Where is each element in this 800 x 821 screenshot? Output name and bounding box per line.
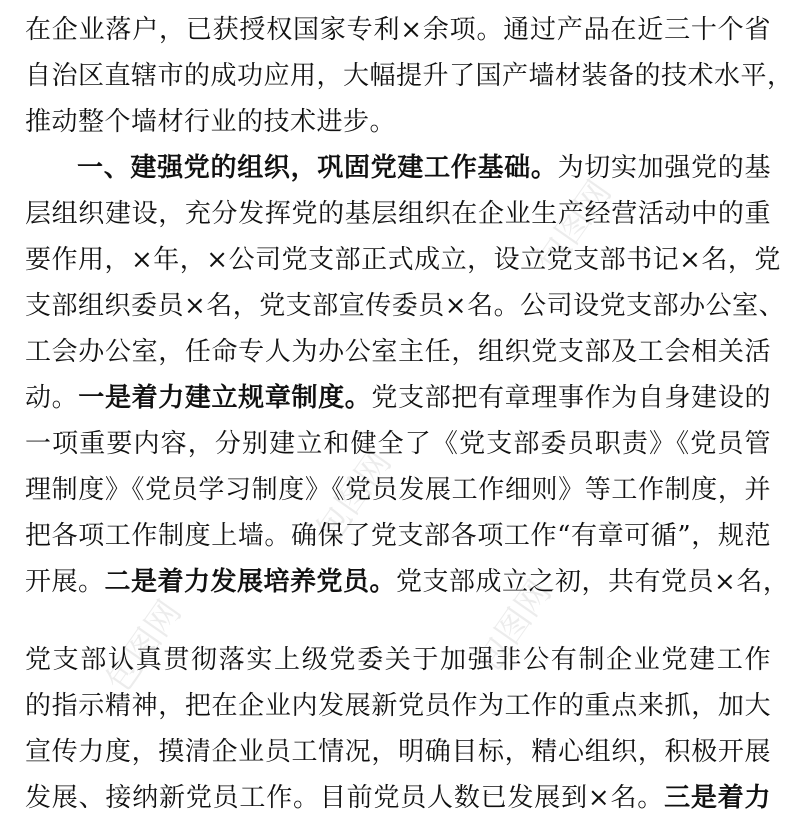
paragraph-line: 要作用，×年，×公司党支部正式成立，设立党支部书记×名，党 <box>25 245 781 275</box>
bold-subheading: 三是着力 <box>664 783 771 813</box>
paragraph-line: 层组织建设，充分发挥党的基层组织在企业生产经营活动中的重 <box>25 199 771 229</box>
paragraph-text: 动。 <box>25 383 79 413</box>
paragraph-line: 在企业落户，已获授权国家专利×余项。通过产品在近三十个省 <box>25 15 771 45</box>
paragraph-line: 的指示精神，把在企业内发展新党员作为工作的重点来抓，加大 <box>25 691 771 721</box>
watermark-text: 包图网 <box>98 593 190 700</box>
paragraph-text: 党支部把有章理事作为自身建设的 <box>371 383 771 413</box>
paragraph-text: 开展。 <box>25 567 105 597</box>
section-heading-line <box>77 145 771 191</box>
bold-subheading: 二是着力发展培养党员。 <box>104 567 397 597</box>
paragraph-text: 为切实加强党的基 <box>557 153 771 183</box>
paragraph-text: 发展、接纳新党员工作。目前党员人数已发展到×名。 <box>25 783 665 813</box>
watermark-text: 包图网 <box>468 573 560 680</box>
paragraph-line: 自治区直辖市的成功应用，大幅提升了国产墙材装备的技术水平， <box>25 61 794 91</box>
watermark-text: 包图网 <box>308 443 400 550</box>
paragraph-line: 工会办公室，任命专人为办公室主任，组织党支部及工会相关活 <box>25 337 771 367</box>
paragraph-text: 党支部成立之初，共有党员×名， <box>396 567 790 597</box>
paragraph-line: 把各项工作制度上墙。确保了党支部各项工作“有章可循”，规范 <box>25 521 771 551</box>
paragraph-line <box>25 559 790 605</box>
paragraph-line: 宣传力度，摸清企业员工情况，明确目标，精心组织，积极开展 <box>25 737 771 767</box>
paragraph-line: 推动整个墙材行业的技术进步。 <box>25 107 397 137</box>
paragraph-line <box>25 775 771 821</box>
paragraph-line: 理制度》《党员学习制度》《党员发展工作细则》等工作制度，并 <box>25 475 771 505</box>
paragraph-line <box>25 375 771 421</box>
bold-subheading: 一是着力建立规章制度。 <box>78 383 372 413</box>
paragraph-line: 党支部认真贯彻落实上级党委关于加强非公有制企业党建工作 <box>25 645 771 675</box>
paragraph-line: 支部组织委员×名，党支部宣传委员×名。公司设党支部办公室、 <box>25 291 786 321</box>
watermark-text: 包图网 <box>528 173 620 280</box>
paragraph-line: 一项重要内容，分别建立和健全了《党支部委员职责》《党员管 <box>25 429 771 459</box>
section-heading: 一、建强党的组织，巩固党建工作基础。 <box>77 153 558 183</box>
